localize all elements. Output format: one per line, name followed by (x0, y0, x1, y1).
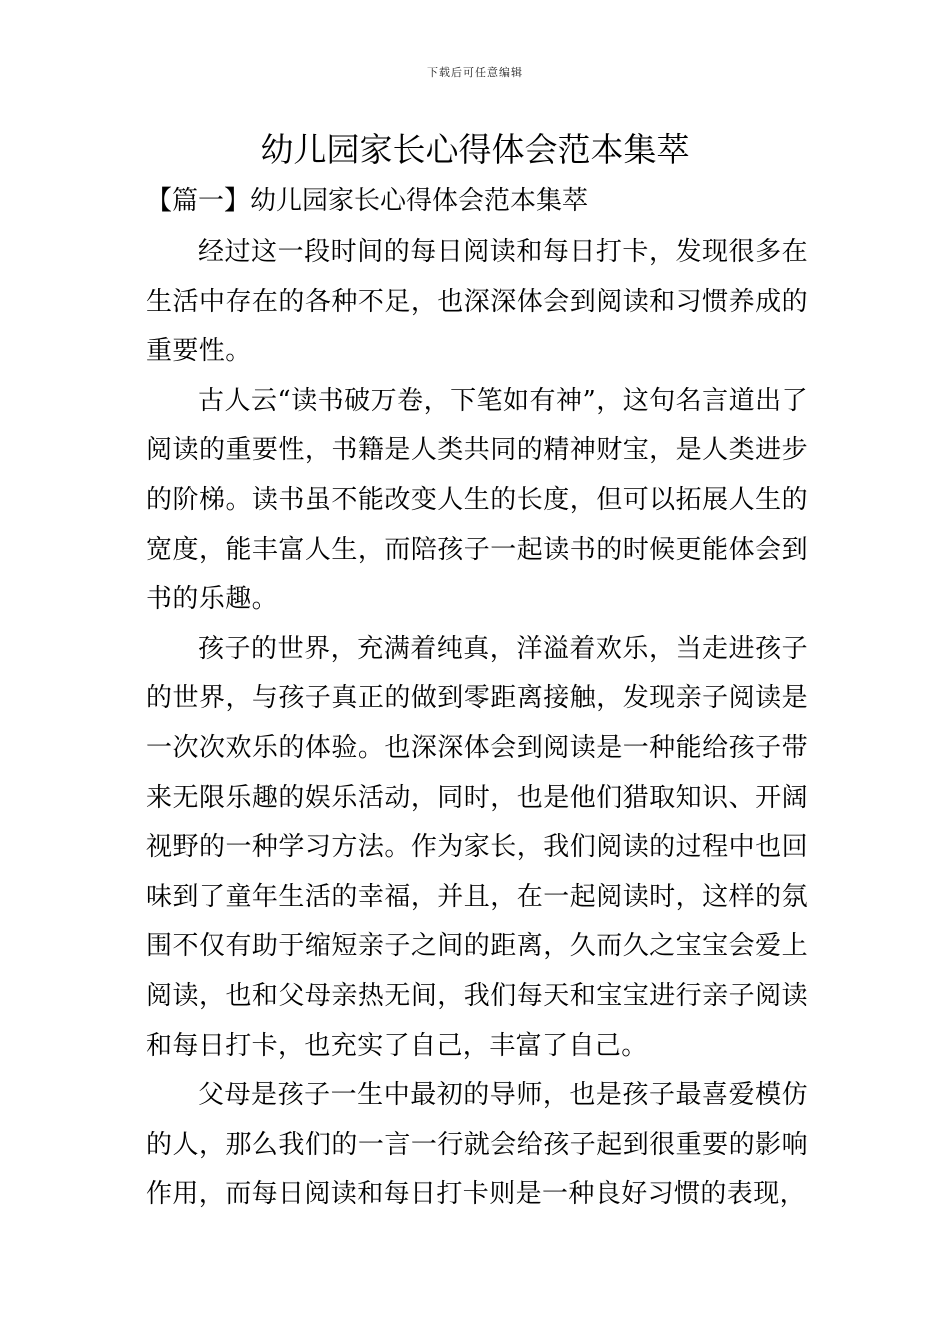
paragraph-3: 孩子的世界，充满着纯真，洋溢着欢乐，当走进孩子的世界，与孩子真正的做到零距离接触，发现亲子阅读是一次次欢乐的体验。也深深体会到阅读是一种能给孩子带来无限乐趣的娱乐活动，同时，也是他们猎取知识、开阔视野的一种学习方法。作为家长，我们阅读的过程中也回味到了童年生活的幸福，并且，在一起阅读时，这样的氛围不仅有助于缩短亲子之间的距离，久而久之宝宝会爱上阅读，也和父母亲热无间，我们每天和宝宝进行亲子阅读和每日打卡，也充实了自己，丰富了自己。 (146, 633, 808, 1061)
paragraph-2: 古人云“读书破万卷，下笔如有神”，这句名言道出了阅读的重要性，书籍是人类共同的精神财宝，是人类进步的阶梯。读书虽不能改变人生的长度，但可以拓展人生的宽度，能丰富人生，而陪孩子一起读书的时候更能体会到书的乐趣。 (146, 385, 808, 615)
paragraph-4: 父母是孩子一生中最初的导师，也是孩子最喜爱模仿的人，那么我们的一言一行就会给孩子起到很重要的影响作用，而每日阅读和每日打卡则是一种良好习惯的表现， (146, 1080, 808, 1210)
header-note: 下载后可任意编辑 (427, 66, 523, 79)
document-body (146, 182, 808, 1220)
section-heading: 【篇一】幼儿园家长心得体会范本集萃 (146, 186, 589, 216)
paragraph-1: 经过这一段时间的每日阅读和每日打卡，发现很多在生活中存在的各种不足，也深深体会到阅读和习惯养成的重要性。 (146, 237, 808, 367)
document-title: 幼儿园家长心得体会范本集萃 (260, 130, 690, 169)
